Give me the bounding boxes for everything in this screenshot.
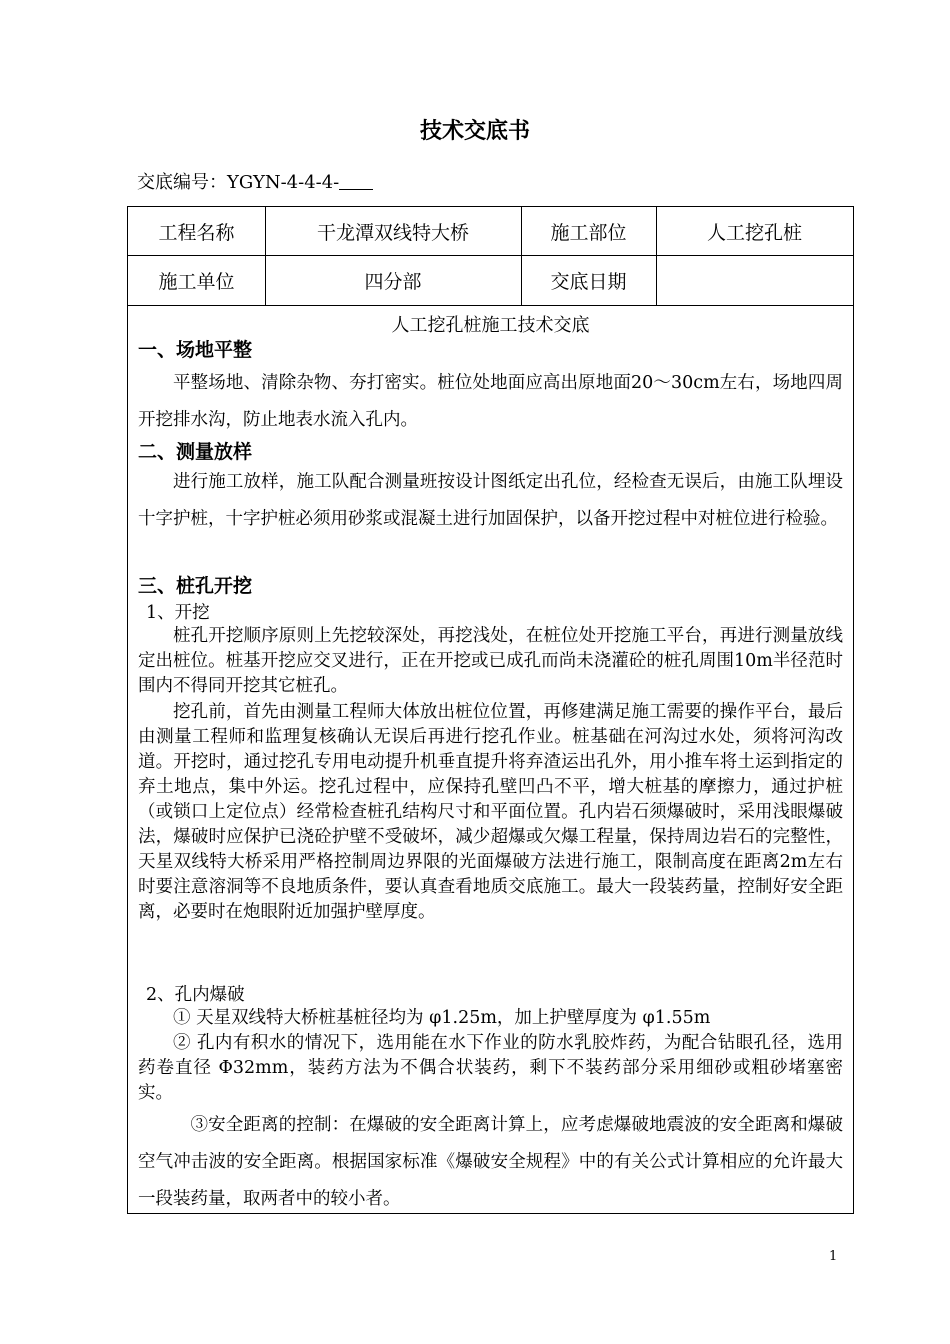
construction-unit-value: 四分部 bbox=[364, 270, 422, 293]
row-divider bbox=[128, 305, 853, 306]
page-number: 1 bbox=[829, 1249, 838, 1264]
section-heading-pile-excavation: 三、桩孔开挖 bbox=[138, 575, 253, 597]
construction-location-label: 施工部位 bbox=[550, 221, 627, 244]
disclosure-code bbox=[137, 168, 373, 194]
disclosure-form bbox=[127, 206, 854, 1214]
document-title: 技术交底书 bbox=[419, 119, 530, 144]
paragraph-excavation-order: 桩孔开挖顺序原则上先挖较深处，再挖浅处，在桩位处开挖施工平台，再进行测量放线定出桩位。桩基开挖应交叉进行，正在开挖或已成孔而尚未浇灌砼的桩孔周围10m半径范时围内不得同开挖其它桩孔。 bbox=[138, 626, 843, 696]
paragraph-explosive-selection: ② 孔内有积水的情况下，选用能在水下作业的防水乳胶炸药，为配合钻眼孔径，选用药卷直径 Φ32mm，装药方法为不偶合状装药，剩下不装药部分采用细砂或粗砂堵塞密实。 bbox=[138, 1033, 843, 1103]
disclosure-code-label: 交底编号：YGYN-4-4-4- bbox=[137, 172, 340, 193]
subsection-excavation: 1、开挖 bbox=[146, 603, 210, 623]
project-name-value: 干龙潭双线特大桥 bbox=[316, 221, 469, 244]
paragraph-excavation-process: 挖孔前，首先由测量工程师大体放出桩位位置，再修建满足施工需要的操作平台，最后由测量工程师和监理复核确认无误后再进行挖孔作业。桩基础在河沟过水处，须将河沟改道。开挖时，通过挖孔专用电动提升机垂直提升将弃渣运出孔外，用小推车将土运到指定的弃土地点，集中外运。挖孔过程中，应保持孔壁凹凸不平，增大桩基的摩擦力，通过护桩（或锁口上定位点）经常检查桩孔结构尺寸和平面位置。孔内岩石须爆破时，采用浅眼爆破法，爆破时应保护已浇砼护壁不受破坏，减少超爆或欠爆工程量，保持周边岩石的完整性，天星双线特大桥采用严格控制周边界限的光面爆破方法进行施工，限制高度在距离2m左右时要注意溶洞等不良地质条件，要认真查看地质交底施工。最大一段装药量，控制好安全距离，必要时在炮眼附近加强护壁厚度。 bbox=[138, 702, 843, 922]
section-heading-survey-layout: 二、测量放样 bbox=[138, 441, 253, 463]
paragraph-pile-diameter: ① 天星双线特大桥桩基桩径均为 φ1.25m，加上护壁厚度为 φ1.55m bbox=[173, 1008, 711, 1028]
construction-location-value: 人工挖孔桩 bbox=[706, 221, 802, 244]
paragraph-survey-layout: 进行施工放样，施工队配合测量班按设计图纸定出孔位，经检查无误后，由施工队埋设十字护桩，十字护桩必须用砂浆或混凝土进行加固保护，以备开挖过程中对桩位进行检验。 bbox=[138, 472, 843, 529]
paragraph-safety-distance: ③安全距离的控制：在爆破的安全距离计算上，应考虑爆破地震波的安全距离和爆破空气冲击波的安全距离。根据国家标准《爆破安全规程》中的有关公式计算相应的允许最大一段装药量，取两者中的较小者。 bbox=[138, 1115, 843, 1209]
disclosure-date-label: 交底日期 bbox=[550, 270, 627, 293]
construction-unit-label: 施工单位 bbox=[158, 270, 235, 293]
project-name-label: 工程名称 bbox=[158, 221, 235, 244]
content-subtitle: 人工挖孔桩施工技术交底 bbox=[391, 315, 590, 336]
section-heading-site-leveling: 一、场地平整 bbox=[138, 339, 253, 361]
paragraph-site-leveling: 平整场地、清除杂物、夯打密实。桩位处地面应高出原地面20～30cm左右，场地四周开挖排水沟，防止地表水流入孔内。 bbox=[138, 373, 843, 430]
subsection-blasting: 2、孔内爆破 bbox=[146, 985, 245, 1005]
disclosure-code-blank bbox=[339, 173, 373, 190]
disclosure-date-value bbox=[656, 255, 853, 305]
